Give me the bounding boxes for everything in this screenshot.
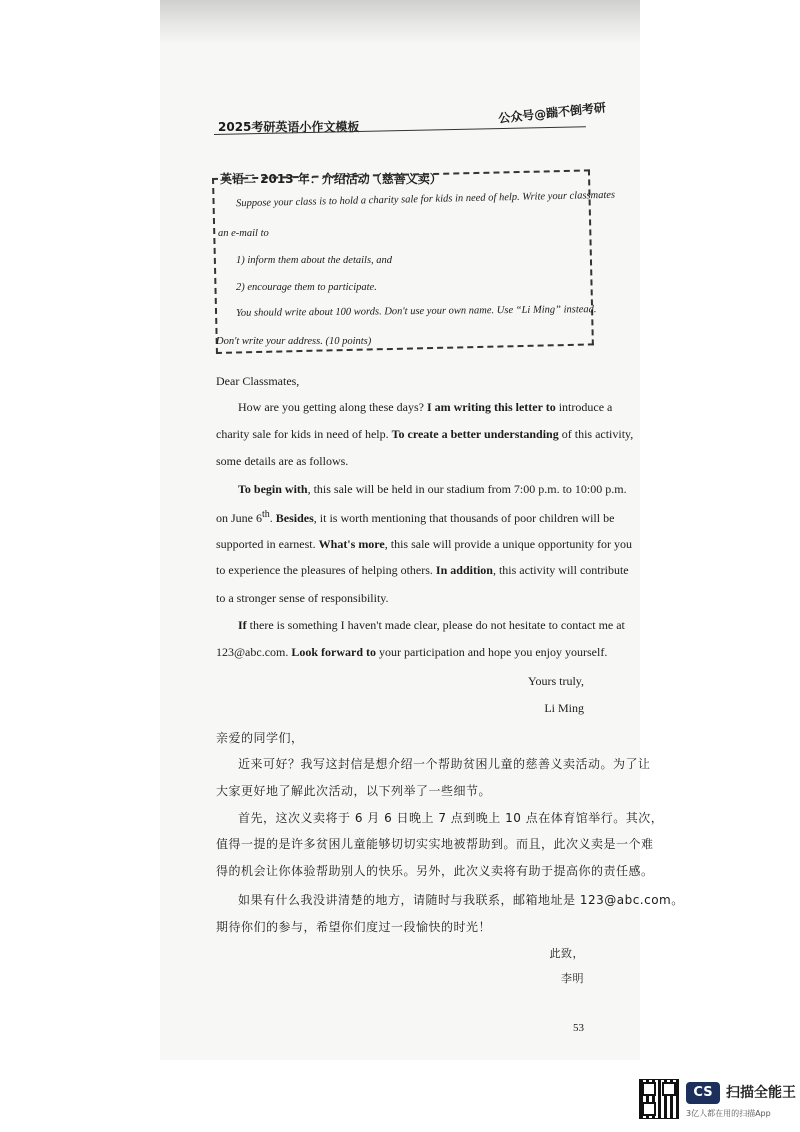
text-run: , this sale will be held in our stadium from 7:00 p.m. to 10:00 p.m. [307,482,627,496]
cn-salutation: 亲爱的同学们， [216,731,304,745]
scanner-tagline: 3亿人都在用的扫描App [686,1109,771,1118]
text-run: charity sale for kids in need of help. [216,427,392,441]
page-number: 53 [573,1022,584,1034]
header-brand: 公众号@踹不倒考研 [497,100,607,126]
key-phrase: To begin with [238,482,308,496]
key-phrase: If [238,618,247,632]
text-run: , it is worth mentioning that thousands of poor children will be [313,511,615,525]
task-line-2: an e-mail to [218,228,269,239]
task-line-5: You should write about 100 words. Don't use your own name. Use “Li Ming” instead. [235,304,597,319]
scan-shadow [160,0,640,45]
task-line-6: Don't write your address. (10 points) [216,336,372,347]
text-run: , this activity will contribute [492,563,629,577]
letter-p2-line5: to a stronger sense of responsibility. [216,591,389,605]
letter-p3-line2 [216,645,607,660]
letter-p2-line2 [216,509,614,526]
cn-closing: 此致， [549,947,584,960]
text-run: on June 6 [216,511,262,525]
letter-p1-line3: some details are as follows. [216,454,349,468]
scanner-watermark [640,1080,800,1120]
text-run: 123@abc.com. [216,645,292,659]
cn-line-4: 值得一提的是许多贫困儿童能够切切实实地被帮助到。而且，此次义卖是一个难 [216,837,654,851]
text-run: supported in earnest. [216,537,319,551]
task-line-3: 1) inform them about the details, and [236,255,393,266]
text-run: , this sale will provide a unique opportunity for you [384,537,633,551]
key-phrase: Besides [275,511,314,525]
letter-p1-line2 [216,427,633,442]
scanner-app-name: 扫描全能王 [726,1085,796,1101]
text-run: introduce a [555,400,613,414]
cn-line-7: 期待你们的参与，希望你们度过一段愉快的时光！ [216,920,492,934]
text-run: . [269,511,276,525]
text-run: How are you getting along these days? [238,400,427,414]
letter-closing: Yours truly, [527,674,584,688]
text-run: of this activity, [558,427,634,441]
qr-finder [642,1082,656,1096]
key-phrase: What's more [318,537,385,551]
letter-p2-line4 [216,563,629,578]
cn-line-3: 首先，这次义卖将于 6 月 6 日晚上 7 点到晚上 10 点在体育馆举行。其次， [238,811,664,825]
cn-line-2: 大家更好地了解此次活动，以下列举了一些细节。 [216,784,492,798]
letter-p2-line1 [238,482,627,497]
key-phrase: In addition [435,563,493,577]
qr-finder [662,1082,676,1096]
letter-p2-line3 [216,537,632,552]
text-run: your participation and hope you enjoy yourself. [376,645,608,659]
task-heading: 英语二 2013 年：介绍活动（慈善义卖） [220,172,442,186]
camscanner-logo-icon: CS [686,1082,720,1104]
cn-signature: 李明 [561,972,584,985]
key-phrase: I am writing this letter to [426,400,556,414]
letter-salutation: Dear Classmates, [216,374,300,388]
text-run: there is something I haven't made clear, please do not hesitate to contact me at [246,618,625,632]
cn-line-6: 如果有什么我没讲清楚的地方，请随时与我联系，邮箱地址是 123@abc.com。 [238,893,684,907]
key-phrase: Look forward to [291,645,377,659]
task-line-1: Suppose your class is to hold a charity sale for kids in need of help. Write your classmates [235,189,616,210]
superscript: th [262,509,270,520]
header-title: 2025考研英语小作文模板 [218,120,360,134]
key-phrase: To create a better understanding [391,427,559,441]
cn-line-1: 近来可好？我写这封信是想介绍一个帮助贫困儿童的慈善义卖活动。为了让 [238,757,651,771]
letter-p1-line1 [238,400,612,415]
qr-finder [642,1102,656,1116]
text-run: to experience the pleasures of helping others. [216,563,436,577]
task-line-4: 2) encourage them to participate. [236,282,377,293]
cn-line-5: 得的机会让你体验帮助别人的快乐。另外，此次义卖将有助于提高你的责任感。 [216,864,654,878]
letter-signature: Li Ming [544,701,584,715]
letter-p3-line1 [238,618,625,633]
qr-code-icon [640,1080,678,1118]
